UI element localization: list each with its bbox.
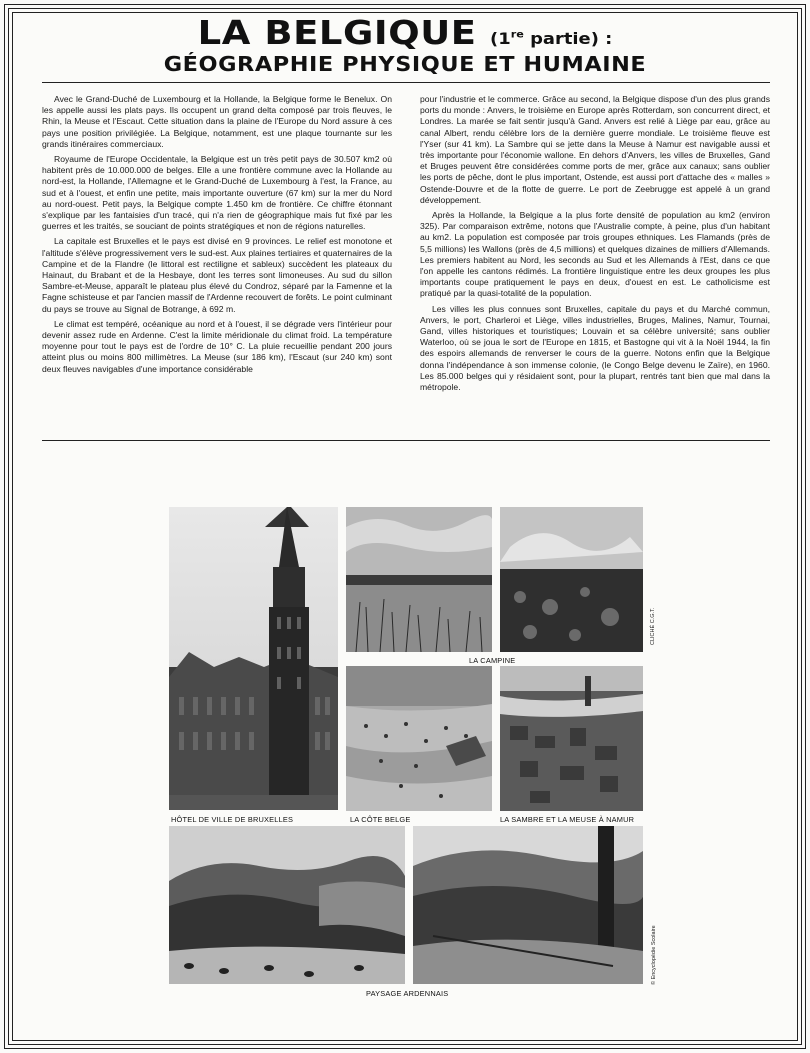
paragraph: Le climat est tempéré, océanique au nord et à l'ouest, il se dégrade vers l'intérieur pour devenir assez rude en Ardenne. C'est la limite méridionale du climat froid. La température moyenne pour tout le pays est de l'ordre de 10° C. La pluie recueillie pendant 200 jours atteint plus ou moins 800 millimètres. La Meuse (sur 186 km), l'Escaut (sur 240 km) sont deux fleuves navigables d'une importance considérable <box>42 318 392 374</box>
photo-ardennes-2 <box>413 826 643 984</box>
paragraph: La capitale est Bruxelles et le pays est divisé en 9 provinces. Le relief est monotone et l'altitude s'élève progressivement vers le sud-est. Aux plaines tertiaires et quaternaires de la Campine et de la Flandre (le littoral est rectiligne et sableux) succèdent les plateaux du Hainaut, du Brabant et de la Hesbaye, dont les terres sont limoneuses. Au sud du sillon Sambre-et-Meuse, apparaît le plateau plus élevé du Condroz, séparé par la Famenne et la Fagne schisteuse et par l'ancien massif de l'Ardenne recouvert de forêts. Le point culminant du pays se trouve au Signal de Botrange, à 692 m. <box>42 236 392 314</box>
title-main: LA BELGIQUE <box>197 13 477 52</box>
paragraph: pour l'industrie et le commerce. Grâce au second, la Belgique dispose d'un des plus grands ports du monde : Anvers, le troisième en Europe après Rotterdam, son concurrent direct, et Londres. La marée se fait sentir jusqu'à Gand. Anvers est relié à Liège par eau, grâce au canal Albert, rendu célèbre lors de la dernière guerre mondiale. Le troisième fleuve est l'Yser (sur 41 km). La Sambre qui se jette dans la Meuse à Namur est navigable aussi et très importante pour l'économie wallone. En dehors d'Anvers, les villes de Bruxelles, Gand et Bruges peuvent être considérées comme ports de mer, grâce aux canaux; sans oublier les ports de pêche, dont le plus important, Ostende, est aussi port d'attache des « malles » Ostende-Douvre et de la flotte de guerre. Le port de Zeebrugge est appelé à un grand développement. <box>420 94 770 205</box>
encyclopedie-credit: © Encyclopédie Scolaire <box>651 925 657 985</box>
photo-campine-1 <box>346 507 492 652</box>
article-column-left <box>42 94 392 379</box>
top-divider <box>42 82 770 83</box>
photo-campine-2 <box>500 507 643 652</box>
bottom-divider <box>42 440 770 441</box>
caption-cote-belge: LA CÔTE BELGE <box>350 815 411 824</box>
article-column-right <box>420 94 770 397</box>
caption-sambre-meuse: LA SAMBRE ET LA MEUSE À NAMUR <box>500 815 635 824</box>
photo-ardennes-1 <box>169 826 405 984</box>
title-part: (1re partie) : <box>490 29 613 48</box>
page-subtitle: GÉOGRAPHIE PHYSIQUE ET HUMAINE <box>163 52 647 76</box>
caption-ardennais: PAYSAGE ARDENNAIS <box>366 989 449 998</box>
paragraph: Royaume de l'Europe Occidentale, la Belgique est un très petit pays de 30.507 km2 où habitent près de 10.000.000 de belges. Elle a une frontière commune avec la Hollande au nord-est, la Hollande, l'Allemagne et le Grand-Duché de Luxembourg à l'est, la France, au sud et à l'ouest, et enfin une petite, mais importante ouverture (67 km) sur la mer du Nord au nord-ouest. Petit pays, la Belgique compte 1.450 km de frontière. Ce chiffre étonnant s'explique par les fantaisies d'un tracé, qui n'a rien de géographique mais fut fixé par les guerres et les traités, se souciant de points stratégiques et non de régions naturelles. <box>42 154 392 232</box>
photo-sambre-meuse <box>500 666 643 811</box>
photo-cote-belge <box>346 666 492 811</box>
paragraph: Après la Hollande, la Belgique a la plus forte densité de population au km2 (environ 325). Par comparaison extrême, notons que l'Australie compte, à peine, plus d'un habitant au km2. La population est composée par trois groupes ethniques. Les Flamands (près de 5,5 millions) les Wallons (près de 4,5 millions) et quelques dizaines de milliers d'Allemands. Les premiers habitent au Nord, les seconds au Sud et les Allemands à l'Est, dans ce que l'on appelle les cantons rédimés. La frontière linguistique entre les deux groupes les plus importants coupe pratiquement le pays en deux, d'ouest en est. Le catholicisme est pratiqué par la quasi-totalité de la population. <box>420 210 770 299</box>
paragraph: Avec le Grand-Duché de Luxembourg et la Hollande, la Belgique forme le Benelux. On les appelle aussi les plats pays. Ils occupent un grand delta composé par trois fleuves, le Rhin, la Meuse et l'Escaut. Cette situation dans la plaine de l'Europe du Nord assure à ces pays une position privilégiée. La Belgique, notamment, est une plaque tournante sur les grands itinéraires commerciaux. <box>42 94 392 149</box>
photo-credit: CLICHÉ C.G.T. <box>650 607 656 645</box>
caption-hotel-de-ville: HÔTEL DE VILLE DE BRUXELLES <box>171 815 294 824</box>
caption-campine: LA CAMPINE <box>469 656 516 665</box>
photo-hotel-de-ville <box>169 507 338 810</box>
paragraph: Les villes les plus connues sont Bruxelles, capitale du pays et du Marché commun, Anvers, le port, Charleroi et Liège, villes industrielles, Bruges, Malines, Namur, Tournai, Gand, villes historiques et touristiques; Louvain et sa célèbre université; sans oublier Waterloo, où se joua le sort de l'Europe en 1815, et Bastogne qui vit à la Noël 1944, la fin des espoirs allemands de renverser le cours de la guerre. Notons enfin que la Belgique donna l'indépendance à son immense colonie, (le Congo Belge devenu le Zaïre), en 1960. Les 85.000 belges qui y résidaient sont, pour la plupart, rentrés tant bien que mal dans la métropole. <box>420 303 770 393</box>
